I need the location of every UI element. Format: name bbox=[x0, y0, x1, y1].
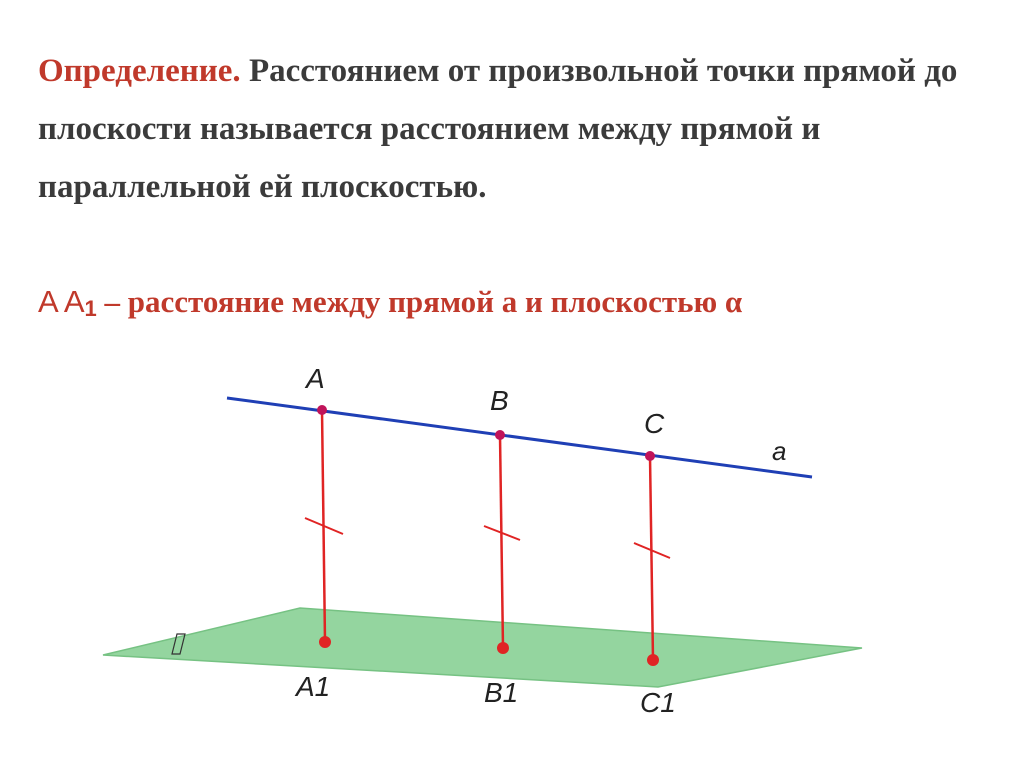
label-b1: B1 bbox=[484, 677, 519, 708]
line-a-label: a bbox=[772, 436, 787, 466]
label-b: B bbox=[490, 385, 509, 416]
plane-alpha bbox=[103, 608, 862, 687]
perpendicular-c bbox=[650, 456, 653, 660]
line-a bbox=[227, 398, 812, 477]
segment-subscript: 1 bbox=[84, 296, 97, 321]
label-a: A bbox=[306, 363, 325, 394]
definition-label: Определение. bbox=[38, 53, 241, 89]
perpendicular-b bbox=[500, 435, 503, 648]
label-c1: C1 bbox=[640, 687, 676, 718]
point-b1 bbox=[497, 642, 509, 654]
label-a1: A1 bbox=[296, 671, 331, 702]
point-c bbox=[645, 451, 655, 461]
definition-body: Расстоянием от произвольной точки прямой до плоскости называется расстоянием между прямой и параллельной ей плоскостью. bbox=[38, 53, 958, 205]
label-c: C bbox=[644, 408, 665, 439]
point-b bbox=[495, 430, 505, 440]
point-c1 bbox=[647, 654, 659, 666]
segment-name: A A bbox=[38, 284, 85, 319]
distance-statement-text: – расстояние между прямой а и плоскостью α bbox=[104, 284, 743, 319]
point-a1 bbox=[319, 636, 331, 648]
point-a bbox=[317, 405, 327, 415]
